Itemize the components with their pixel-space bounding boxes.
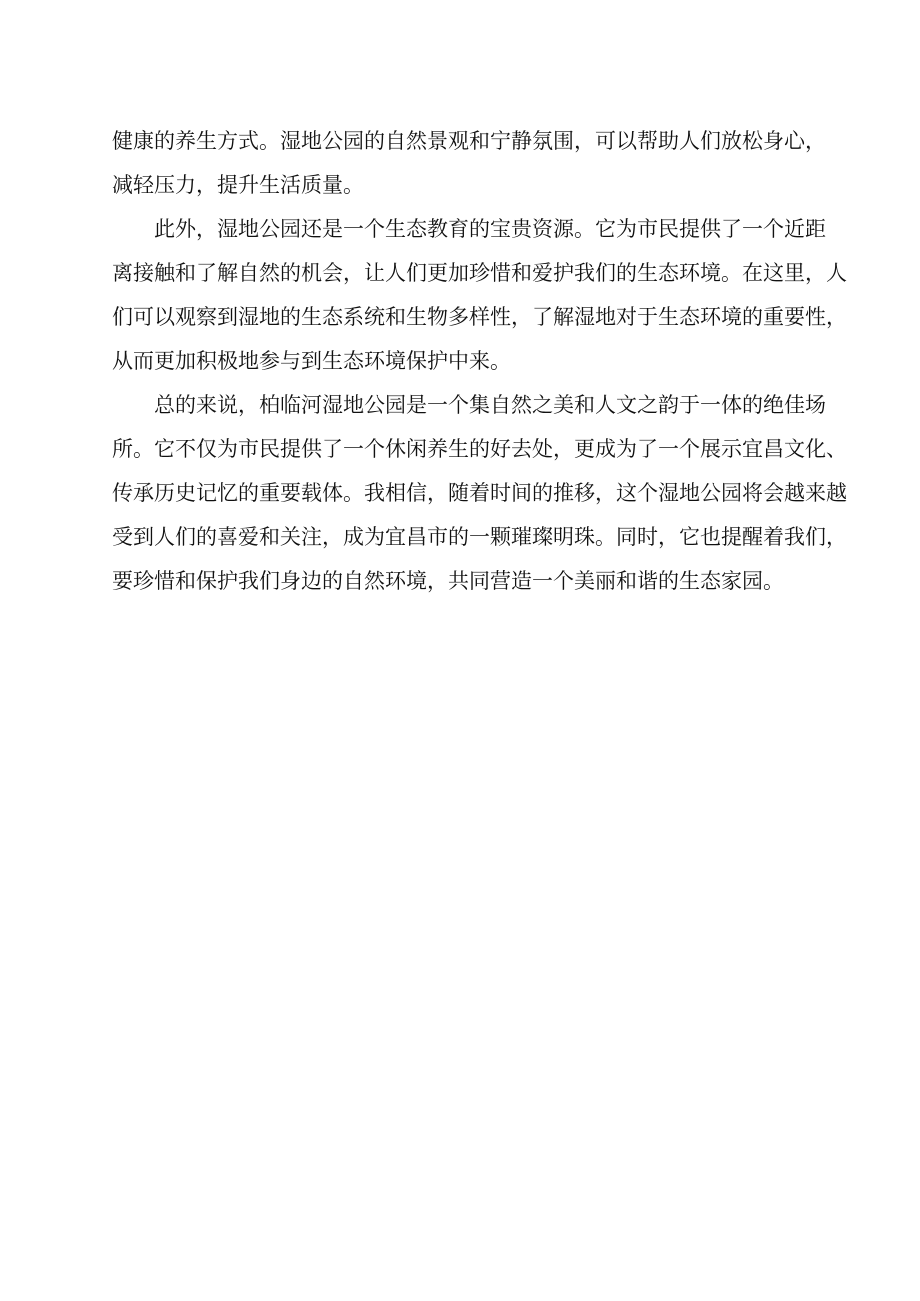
paragraph xyxy=(112,383,847,603)
text-line: 们可以观察到湿地的生态系统和生物多样性，了解湿地对于生态环境的重要性， xyxy=(112,305,847,329)
document-page xyxy=(112,119,847,603)
text-line: 总的来说，柏临河湿地公园是一个集自然之美和人文之韵于一体的绝佳场 xyxy=(154,393,826,417)
paragraph xyxy=(112,119,826,207)
text-line: 所。它不仅为市民提供了一个休闲养生的好去处，更成为了一个展示宜昌文化、 xyxy=(112,437,847,461)
text-line: 要珍惜和保护我们身边的自然环境，共同营造一个美丽和谐的生态家园。 xyxy=(112,569,784,593)
text-line: 受到人们的喜爱和关注，成为宜昌市的一颗璀璨明珠。同时，它也提醒着我们， xyxy=(112,525,847,549)
text-line: 减轻压力，提升生活质量。 xyxy=(112,173,364,197)
paragraph xyxy=(112,207,847,383)
text-line: 从而更加积极地参与到生态环境保护中来。 xyxy=(112,349,511,373)
text-line: 此外，湿地公园还是一个生态教育的宝贵资源。它为市民提供了一个近距 xyxy=(154,217,826,241)
text-line: 健康的养生方式。湿地公园的自然景观和宁静氛围，可以帮助人们放松身心， xyxy=(112,129,826,153)
text-line: 传承历史记忆的重要载体。我相信，随着时间的推移，这个湿地公园将会越来越 xyxy=(112,481,847,505)
text-line: 离接触和了解自然的机会，让人们更加珍惜和爱护我们的生态环境。在这里，人 xyxy=(112,261,847,285)
